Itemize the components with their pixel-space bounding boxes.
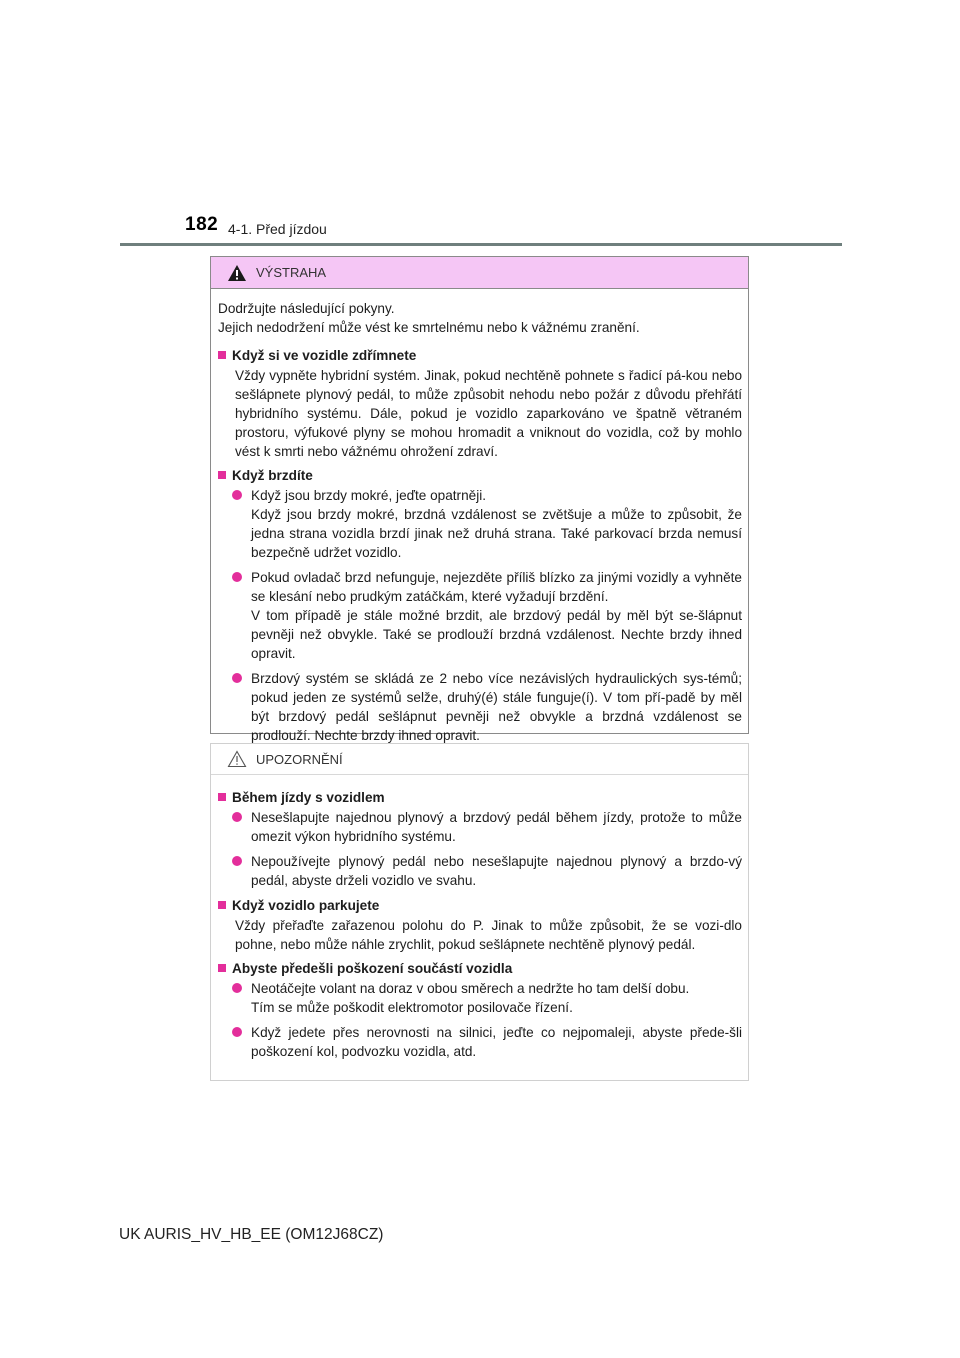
- warning-triangle-outline-icon: [227, 750, 247, 768]
- page-number: 182: [185, 214, 219, 235]
- warning-body: [211, 289, 748, 745]
- section-heading-text: Během jízdy s vozidlem: [232, 790, 385, 805]
- list-item-text: [251, 979, 742, 1017]
- caution-section-damage: [218, 959, 742, 1061]
- square-bullet-icon: [218, 793, 226, 801]
- caution-section-parking: [218, 896, 742, 954]
- list-item: [218, 1023, 742, 1061]
- circle-bullet-icon: [232, 1027, 242, 1037]
- list-item: [218, 808, 742, 846]
- circle-bullet-icon: [232, 490, 242, 500]
- paragraph: Neotáčejte volant na doraz v obou směrech a nedržte ho tam delší dobu.: [251, 981, 690, 996]
- caution-title: UPOZORNĚNÍ: [256, 751, 343, 767]
- warning-box: [210, 256, 749, 743]
- header-rule: [120, 243, 842, 246]
- list-item: [218, 852, 742, 890]
- circle-bullet-icon: [232, 983, 242, 993]
- warning-title: VÝSTRAHA: [256, 265, 327, 280]
- section-heading: [218, 466, 742, 485]
- list-item-text: [251, 1023, 742, 1061]
- list-item: [218, 568, 742, 663]
- section-text: Vždy přeřaďte zařazenou polohu do P. Jinak to může způsobit, že se vozi-dlo pohne, nebo může náhle zrychlit, pokud sešlápnete nechtěně plynový pedál.: [235, 918, 742, 952]
- warning-triangle-filled-icon: [227, 264, 247, 282]
- square-bullet-icon: [218, 901, 226, 909]
- footer-document-code: UK AURIS_HV_HB_EE (OM12J68CZ): [119, 1226, 384, 1243]
- list-item-text: [251, 568, 742, 663]
- caution-box-header: [211, 744, 748, 775]
- section-heading-text: Abyste předešli poškození součástí vozidla: [232, 961, 513, 976]
- paragraph: Když jsou brzdy mokré, brzdná vzdálenost se zvětšuje a může to způsobit, že jedna strana vozidla brzdí jinak než druhá strana. Také parkovací brzda nemusí bezpečně udržet vozidlo.: [251, 507, 742, 560]
- list-item-text: [251, 852, 742, 890]
- warning-intro-line: Dodržujte následující pokyny.: [218, 301, 395, 316]
- caution-box: [210, 743, 749, 1081]
- section-heading: [218, 959, 742, 978]
- circle-bullet-icon: [232, 856, 242, 866]
- square-bullet-icon: [218, 471, 226, 479]
- warning-box-header: [211, 257, 748, 289]
- list-item: [218, 669, 742, 745]
- list-item: [218, 486, 742, 562]
- section-heading: [218, 346, 742, 365]
- list-item-text: [251, 669, 742, 745]
- caution-section-driving: [218, 788, 742, 890]
- section-heading-text: Když vozidlo parkujete: [232, 898, 380, 913]
- paragraph: Když jedete přes nerovnosti na silnici, jeďte co nejpomaleji, abyste přede-šli poškození kol, podvozku vozidla, atd.: [251, 1025, 742, 1059]
- square-bullet-icon: [218, 351, 226, 359]
- caution-body: [211, 775, 748, 1061]
- section-heading: [218, 788, 742, 807]
- paragraph: Nepoužívejte plynový pedál nebo nesešlapujte najednou plynový a brzdo-vý pedál, abyste drželi vozidlo ve svahu.: [251, 854, 742, 888]
- section-heading-text: Když brzdíte: [232, 468, 313, 483]
- paragraph: Pokud ovladač brzd nefunguje, nejezděte příliš blízko za jinými vozidly a vyhněte se klesání nebo prudkým zatáčkám, které vyžadují brzdění.: [251, 570, 742, 604]
- warning-section-napping: [218, 346, 742, 461]
- square-bullet-icon: [218, 964, 226, 972]
- paragraph: V tom případě je stále možné brzdit, ale brzdový pedál by měl být se-šlápnut pevněji než obvykle. Také se prodlouží brzdná vzdálenost. Nechte brzdy ihned opravit.: [251, 608, 742, 661]
- warning-intro-line: Jejich nedodržení může vést ke smrtelnému nebo k vážnému zranění.: [218, 320, 640, 335]
- paragraph: Brzdový systém se skládá ze 2 nebo více nezávislých hydraulických sys-témů; pokud jeden ze systémů selže, druhý(é) stále funguje(í). V tom pří-padě by měl být brzdový pedál sešlápnut pevněji než obvykle a brzdná vzdálenost se prodlouží. Nechte brzdy ihned opravit.: [251, 671, 742, 743]
- section-heading: [218, 896, 742, 915]
- list-item-text: [251, 486, 742, 562]
- page-header: [0, 0, 960, 250]
- paragraph: Když jsou brzdy mokré, jeďte opatrněji.: [251, 488, 487, 503]
- paragraph: Tím se může poškodit elektromotor posilovače řízení.: [251, 1000, 573, 1015]
- circle-bullet-icon: [232, 812, 242, 822]
- warning-section-braking: [218, 466, 742, 745]
- circle-bullet-icon: [232, 673, 242, 683]
- list-item-text: [251, 808, 742, 846]
- circle-bullet-icon: [232, 572, 242, 582]
- section-text: Vždy vypněte hybridní systém. Jinak, pokud nechtěně pohnete s řadicí pá-kou nebo sešlápnete plynový pedál, to může způsobit nehodu nebo požár z důvodu přehřátí hybridního systému. Dále, pokud je vozidlo zaparkováno ve špatně větraném prostoru, výfukové plyny se mohou hromadit a vniknout do vozidla, což by mohlo vést k smrti nebo vážnému ohrožení zdraví.: [235, 368, 742, 459]
- section-heading-text: Když si ve vozidle zdřímnete: [232, 348, 417, 363]
- warning-intro: [218, 299, 742, 337]
- paragraph: Nesešlapujte najednou plynový a brzdový pedál během jízdy, protože to může omezit výkon hybridního systému.: [251, 810, 742, 844]
- section-title: 4-1. Před jízdou: [228, 221, 327, 237]
- list-item: [218, 979, 742, 1017]
